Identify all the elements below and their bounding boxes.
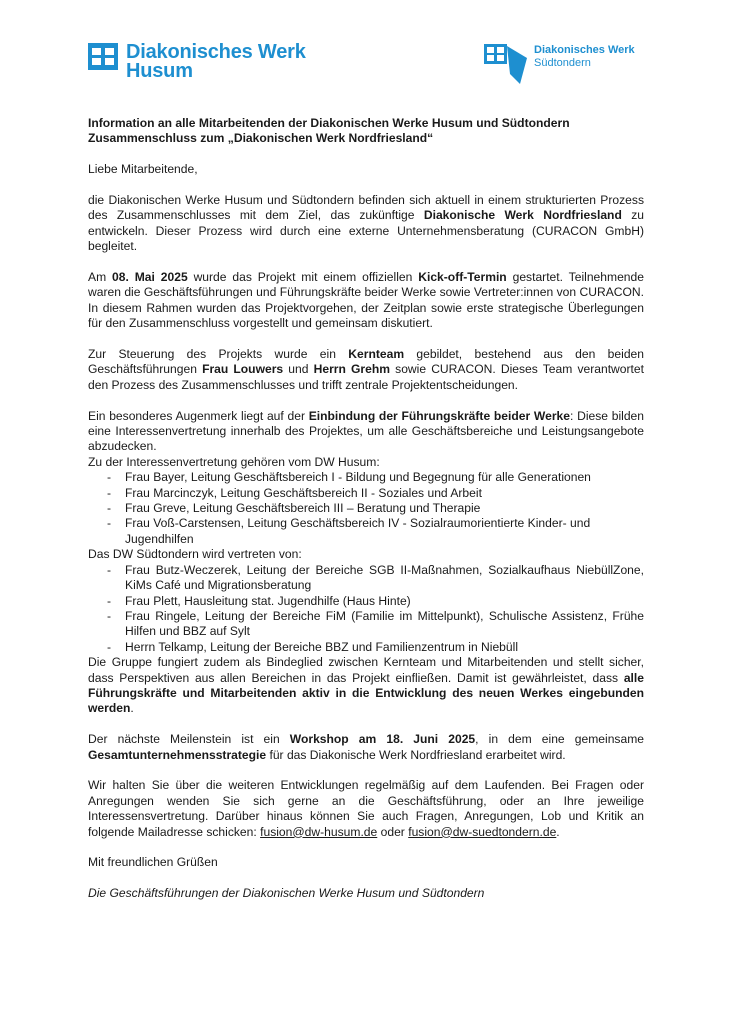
closing: Mit freundlichen Grüßen xyxy=(88,855,218,870)
list-item: - Herrn Telkamp, Leitung der Bereiche BBZ und Familienzentrum in Niebüll xyxy=(88,640,644,655)
list-item: - Frau Greve, Leitung Geschäftsbereich III – Beratung und Therapie xyxy=(88,501,644,516)
heading-line-2: Zusammenschluss zum „Diakonischen Werk Nordfriesland“ xyxy=(88,131,434,146)
email-link-suedtondern[interactable]: fusion@dw-suedtondern.de xyxy=(408,824,557,839)
list-item: - Frau Marcinczyk, Leitung Geschäftsbereich II - Soziales und Arbeit xyxy=(88,486,644,501)
list-item: - Frau Bayer, Leitung Geschäftsbereich I - Bildung und Begegnung für alle Generationen xyxy=(88,470,644,485)
paragraph-bindeglied: Die Gruppe fungiert zudem als Bindeglied zwischen Kernteam und Mitarbeitenden und stellt sicher, dass Perspektiven aus allen Bereichen in das Projekt einfließen. Damit ist gewährleistet, dass alle Führungskräfte und Mitarbeitenden aktiv in die Entwicklung des neuen Werkes eingebunden werden. xyxy=(88,655,644,716)
diakonie-logo-icon xyxy=(88,43,118,77)
heading-line-1: Information an alle Mitarbeitenden der Diakonischen Werke Husum und Südtondern xyxy=(88,116,570,130)
logo-left-line1: Diakonisches Werk xyxy=(126,41,306,63)
letter-body xyxy=(88,116,644,902)
paragraph-kernteam: Zur Steuerung des Projekts wurde ein Kernteam gebildet, bestehend aus den beiden Geschäftsführungen Frau Louwers und Herrn Grehm sowie CURACON. Dieses Team verantwortet den Prozess des Zusammenschlusses und trifft zentrale Projektentscheidungen. xyxy=(88,347,644,392)
list-item: - Frau Plett, Hausleitung stat. Jugendhilfe (Haus Hinte) xyxy=(88,594,644,609)
salutation: Liebe Mitarbeitende, xyxy=(88,162,198,177)
list-item: - Frau Ringele, Leitung der Bereiche FiM (Familie im Mittelpunkt), Schulische Assistenz, Frühe Hilfen und BBZ auf Sylt xyxy=(88,609,644,640)
suedtondern-list xyxy=(88,563,644,655)
paragraph-kontakt: Wir halten Sie über die weiteren Entwicklungen regelmäßig auf dem Laufenden. Bei Fragen oder Anregungen wenden Sie sich gerne an die Geschäftsführung, oder an Ihre jeweilige Interessensvertretung. Darüber hinaus können Sie auch Fragen, Anregungen, Lob und Kritik an folgende Mailadresse schicken: fusion@dw-husum.de oder fusion@dw-suedtondern.de. xyxy=(88,778,644,839)
list-item: - Frau Voß-Carstensen, Leitung Geschäftsbereich IV - Sozialraumorientierte Kinder- und Jugendhilfen xyxy=(88,516,644,547)
suedtondern-intro: Das DW Südtondern wird vertreten von: xyxy=(88,547,302,562)
logo-diakonisches-werk-husum xyxy=(88,43,306,81)
logo-right-line2: Südtondern xyxy=(534,57,591,69)
logo-diakonisches-werk-suedtondern xyxy=(484,44,635,88)
husum-intro: Zu der Interessenvertretung gehören vom DW Husum: xyxy=(88,454,380,469)
list-item: - Frau Butz-Weczerek, Leitung der Bereiche SGB II-Maßnahmen, Sozialkaufhaus NiebüllZone, KiMs Café und Migrationsberatung xyxy=(88,563,644,594)
paragraph-meilenstein: Der nächste Meilenstein ist ein Workshop am 18. Juni 2025, in dem eine gemeinsame Gesamtunternehmensstrategie für das Diakonische Werk Nordfriesland erarbeitet wird. xyxy=(88,732,644,762)
logo-left-line2: Husum xyxy=(126,60,193,82)
paragraph-fuehrungskraefte: Ein besonderes Augenmerk liegt auf der Einbindung der Führungskräfte beider Werke: Diese bilden eine Interessenvertretung innerhalb des Projektes, um alle Geschäftsbereiche und Leistungsangebote abzudecken. xyxy=(88,408,645,454)
paragraph-intro: die Diakonischen Werke Husum und Südtondern befinden sich aktuell in einem strukturierten Prozess des Zusammenschlusses mit dem Ziel, das zukünftige Diakonische Werk Nordfriesland zu entwickeln. Dieser Prozess wird durch eine externe Unternehmensberatung (CURACON GmbH) begleitet. xyxy=(88,193,644,254)
husum-list xyxy=(88,470,644,547)
email-link-husum[interactable]: fusion@dw-husum.de xyxy=(260,824,378,839)
signature: Die Geschäftsführungen der Diakonischen Werke Husum und Südtondern xyxy=(88,886,485,901)
diakonie-logo-icon xyxy=(484,44,528,88)
paragraph-kickoff: Am 08. Mai 2025 wurde das Projekt mit einem offiziellen Kick-off-Termin gestartet. Teilnehmende waren die Geschäftsführungen und Führungskräfte beider Werke sowie Vertreter:innen von CURACON. In diesem Rahmen wurden das Projektvorgehen, der Zeitplan sowie erste strategische Überlegungen für den Zusammenschluss vorgestellt und gemeinsam diskutiert. xyxy=(88,270,644,331)
logo-right-line1: Diakonisches Werk xyxy=(534,44,635,56)
